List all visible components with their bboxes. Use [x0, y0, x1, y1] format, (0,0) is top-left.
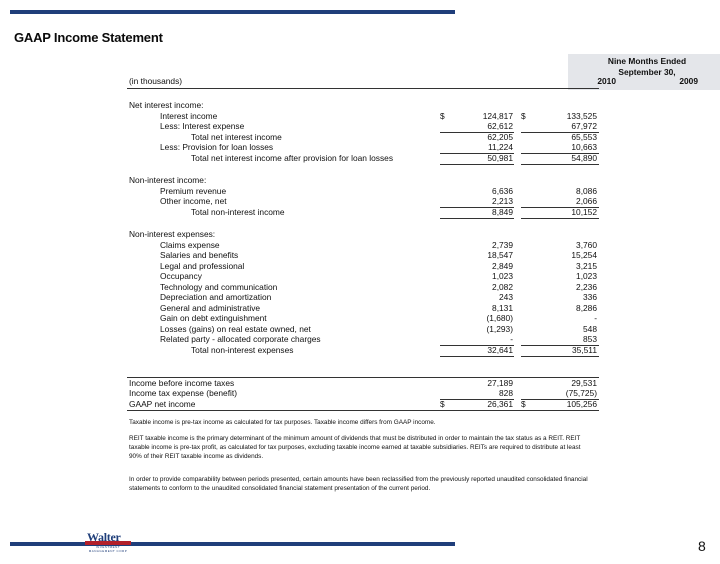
row-label: Related party - allocated corporate charges — [160, 334, 321, 344]
footnote-taxable-income: Taxable income is pre-tax income as calculated for tax purposes. Taxable income differs from GAAP income. — [129, 419, 436, 426]
value-2009: 336 — [583, 292, 597, 302]
total-underline — [521, 345, 599, 346]
units-label: (in thousands) — [129, 76, 183, 86]
table-row — [127, 186, 599, 197]
value-2009: 105,256 — [566, 399, 597, 409]
table-row — [127, 142, 599, 153]
total-underline — [440, 356, 514, 357]
value-2010: 27,189 — [487, 378, 513, 388]
row-label: Non-interest expenses: — [129, 229, 216, 239]
table-row — [127, 261, 599, 272]
row-label: Salaries and benefits — [160, 250, 239, 260]
table-row — [127, 345, 599, 356]
row-label: Total net interest income after provision for loan losses — [191, 153, 394, 163]
table-bottom-rule — [127, 410, 599, 411]
value-2009: 133,525 — [566, 111, 597, 121]
table-row — [127, 378, 599, 389]
row-label: General and administrative — [160, 303, 261, 313]
total-underline — [440, 153, 514, 154]
value-2010: 50,981 — [487, 153, 513, 163]
table-row — [127, 324, 599, 335]
total-underline — [521, 207, 599, 208]
table-row — [127, 292, 599, 303]
row-label: Losses (gains) on real estate owned, net — [160, 324, 311, 334]
value-2009: 15,254 — [571, 250, 597, 260]
row-label: Depreciation and amortization — [160, 292, 272, 302]
row-label: Total non-interest expenses — [191, 345, 294, 355]
table-row — [127, 282, 599, 293]
walter-logo — [85, 530, 131, 553]
total-underline — [440, 132, 514, 133]
row-label: Claims expense — [160, 240, 220, 250]
logo-wordmark: Walter — [87, 530, 121, 544]
value-2010: 26,361 — [487, 399, 513, 409]
bottom-rule — [10, 542, 455, 546]
total-underline — [521, 153, 599, 154]
row-label: Premium revenue — [160, 186, 227, 196]
value-2010: 243 — [499, 292, 513, 302]
footnotes — [129, 418, 589, 500]
currency-symbol: $ — [440, 399, 445, 409]
table-row — [127, 207, 599, 218]
table-row — [127, 111, 599, 122]
value-2010: 8,131 — [492, 303, 513, 313]
row-label: GAAP net income — [129, 399, 196, 409]
page-title: GAAP Income Statement — [14, 30, 163, 45]
footnote-reclassification: In order to provide comparability between periods presented, certain amounts have been reclassified from the previously reported unaudited consolidated financial statements to conform to the unaudited consolidated financial statement presentation of the current period. — [129, 476, 588, 492]
logo-subtitle: INVESTMENT MANAGEMENT CORP — [88, 545, 128, 553]
total-underline — [521, 356, 599, 357]
value-2010: 828 — [499, 388, 513, 398]
row-label: Total net interest income — [191, 132, 282, 142]
value-2009: 2,236 — [576, 282, 597, 292]
row-label: Income tax expense (benefit) — [129, 388, 238, 398]
value-2010: 6,636 — [492, 186, 513, 196]
table-row — [127, 271, 599, 282]
value-2009: 8,286 — [576, 303, 597, 313]
section-rule — [127, 377, 599, 378]
table-row — [127, 196, 599, 207]
row-label: Other income, net — [160, 196, 227, 206]
row-label: Less: Interest expense — [160, 121, 245, 131]
row-label: Net interest income: — [129, 100, 204, 110]
row-label: Occupancy — [160, 271, 202, 281]
value-2009: 2,066 — [576, 196, 597, 206]
value-2009: 54,890 — [571, 153, 597, 163]
footnote-reit-taxable-income: REIT taxable income is the primary determinant of the minimum amount of dividends that must be distributed in order to maintain the tax status as a REIT. REIT taxable income is pre-tax profit, as calculated for tax purposes, excluding taxable income earned at taxable subsidiaries. REITs are required to distribute at least 90% of their REIT taxable income as dividends. — [129, 435, 581, 460]
value-2010: 2,849 — [492, 261, 513, 271]
row-label: Interest income — [160, 111, 218, 121]
value-2010: 18,547 — [487, 250, 513, 260]
value-2009: 29,531 — [571, 378, 597, 388]
table-row — [127, 388, 599, 399]
value-2009: 8,086 — [576, 186, 597, 196]
value-2010: 62,205 — [487, 132, 513, 142]
total-underline — [440, 218, 514, 219]
value-2010: 32,641 — [487, 345, 513, 355]
value-2009: 3,760 — [576, 240, 597, 250]
table-row — [127, 153, 599, 164]
table-row — [127, 175, 599, 186]
value-2010: 2,213 — [492, 196, 513, 206]
value-2010: 2,739 — [492, 240, 513, 250]
value-2010: 124,817 — [482, 111, 513, 121]
row-label: Gain on debt extinguishment — [160, 313, 267, 323]
value-2009: 10,663 — [571, 142, 597, 152]
table-row — [127, 121, 599, 132]
column-2009-header: 2009 — [679, 76, 698, 86]
value-2009: - — [594, 313, 597, 323]
value-2009: 548 — [583, 324, 597, 334]
table-row — [127, 229, 599, 240]
row-label: Less: Provision for loan losses — [160, 142, 274, 152]
table-row — [127, 240, 599, 251]
row-label: Technology and communication — [160, 282, 278, 292]
total-underline — [521, 132, 599, 133]
currency-symbol: $ — [440, 111, 445, 121]
table-row — [127, 100, 599, 111]
value-2010: 1,023 — [492, 271, 513, 281]
column-group-header — [568, 56, 720, 78]
column-2010-header: 2010 — [597, 76, 616, 86]
value-2009: 3,215 — [576, 261, 597, 271]
header-row — [127, 76, 698, 87]
row-label: Non-interest income: — [129, 175, 207, 185]
value-2010: 8,849 — [492, 207, 513, 217]
currency-symbol: $ — [521, 111, 526, 121]
table-row — [127, 132, 599, 143]
value-2010: (1,680) — [486, 313, 513, 323]
total-underline — [440, 164, 514, 165]
row-label: Income before income taxes — [129, 378, 235, 388]
value-2010: - — [510, 334, 513, 344]
value-2009: 67,972 — [571, 121, 597, 131]
page-number: 8 — [698, 538, 706, 554]
currency-symbol: $ — [521, 399, 526, 409]
value-2009: 853 — [583, 334, 597, 344]
group-line-2: September 30, — [618, 67, 676, 77]
total-underline — [521, 399, 599, 400]
table-row — [127, 303, 599, 314]
total-underline — [521, 164, 599, 165]
table-row — [127, 313, 599, 324]
value-2009: 65,553 — [571, 132, 597, 142]
value-2010: 11,224 — [488, 142, 513, 152]
table-row — [127, 399, 599, 410]
header-divider — [127, 88, 599, 89]
total-underline — [440, 345, 514, 346]
row-label: Total non-interest income — [191, 207, 285, 217]
value-2009: 10,152 — [571, 207, 597, 217]
row-label: Legal and professional — [160, 261, 245, 271]
table-row — [127, 250, 599, 261]
total-underline — [440, 399, 514, 400]
table-row — [127, 334, 599, 345]
top-rule — [10, 10, 455, 14]
total-underline — [440, 207, 514, 208]
value-2010: 2,082 — [492, 282, 513, 292]
total-underline — [521, 218, 599, 219]
value-2010: 62,612 — [487, 121, 513, 131]
value-2009: 1,023 — [576, 271, 597, 281]
value-2009: 35,511 — [572, 345, 597, 355]
value-2009: (75,725) — [565, 388, 597, 398]
group-line-1: Nine Months Ended — [607, 56, 687, 66]
value-2010: (1,293) — [486, 324, 513, 334]
